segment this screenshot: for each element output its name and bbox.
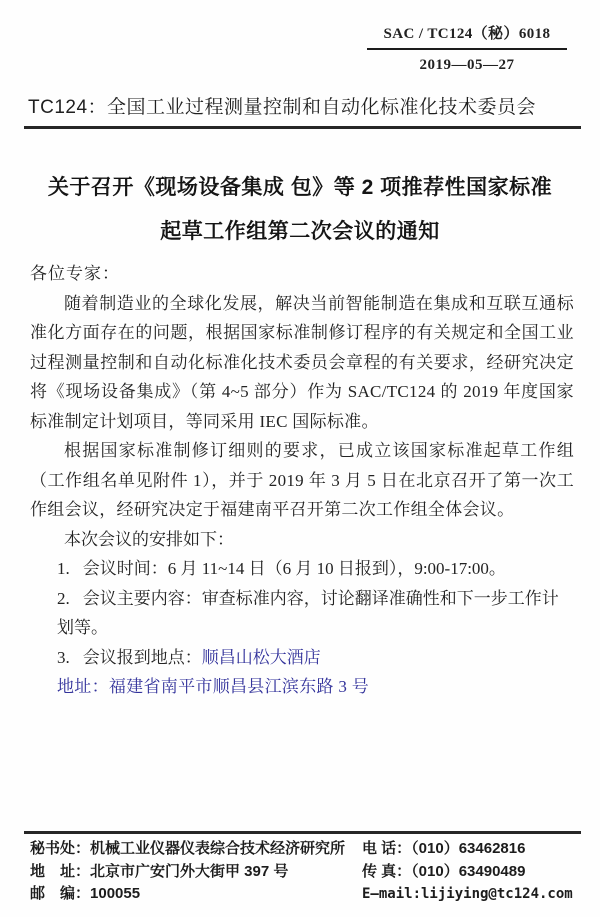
- zip-label: 邮 编：: [30, 885, 91, 902]
- paragraph-background: 随着制造业的全球化发展，解决当前智能制造在集成和互联互通标准化方面存在的问题，根据国家标准制修订程序的有关规定和全国工业过程测量控制和自动化标准化技术委员会章程的有关要求，经研究决定将《现场设备集成》（第 4~5 部分）作为 SAC/TC124 的 2019 年度国家标准制定计划项目，等同采用 IEC 国际标准。: [30, 293, 574, 431]
- address-label: 地 址：: [30, 862, 91, 880]
- meeting-venue-item: [30, 643, 574, 673]
- venue-address: 地址：福建省南平市顺昌县江滨东路 3 号: [57, 677, 369, 696]
- fax-value: （010）63490489: [411, 862, 526, 880]
- item-text: 会议报到地点：: [82, 647, 202, 667]
- footer-right-column: [362, 838, 582, 906]
- notice-body: [30, 259, 574, 702]
- address-row: [30, 861, 362, 884]
- email-row: E—mail:lijiying@tc124.com: [362, 886, 573, 902]
- fax-row: [362, 861, 582, 884]
- hotel-name: 顺昌山松大酒店: [201, 647, 321, 667]
- phone-label: 电 话：: [362, 840, 412, 857]
- fax-label: 传 真：: [362, 862, 412, 880]
- notice-title-line2: 起草工作组第二次会议的通知: [160, 220, 440, 243]
- salutation: 各位专家：: [30, 264, 120, 283]
- zip-row: [30, 883, 362, 906]
- meeting-time-item: [30, 554, 574, 584]
- doc-number: SAC / TC124（秘）6018: [383, 26, 551, 42]
- footer-contact-block: [30, 838, 582, 906]
- address-value: 北京市广安门外大街甲 397 号: [90, 862, 289, 880]
- zip-value: 100055: [90, 885, 141, 902]
- item-number: 2.: [57, 588, 70, 608]
- item-number: 3.: [57, 647, 70, 667]
- arrangement-intro: 本次会议的安排如下：: [64, 529, 234, 549]
- paragraph-working-group: 根据国家标准制修订细则的要求，已成立该国家标准起草工作组（工作组名单见附件 1），并于 2019 年 3 月 5 日在北京召开了第一次工作组会议，经研究决定于福建南平召开第二次工作组全体会议。: [30, 441, 574, 519]
- secretariat-row: [30, 838, 362, 861]
- committee-name: TC124：全国工业过程测量控制和自动化标准化技术委员会: [28, 97, 537, 118]
- footer-left-column: [30, 838, 362, 906]
- phone-row: [362, 838, 582, 861]
- meeting-content-item: [30, 584, 574, 643]
- secretariat-value: 机械工业仪器仪表综合技术经济研究所: [90, 840, 346, 857]
- doc-date: 2019—05—27: [419, 57, 515, 73]
- masthead-rule: [24, 126, 581, 129]
- notice-title: [0, 166, 600, 254]
- item-text: 会议时间：6 月 11~14 日（6 月 10 日报到），9:00-17:00。: [82, 559, 506, 578]
- doc-number-block: [367, 22, 567, 74]
- footer-rule: [24, 831, 581, 834]
- notice-title-line1: 关于召开《现场设备集成 包》等 2 项推荐性国家标准: [47, 176, 553, 199]
- item-text: 会议主要内容：审查标准内容，讨论翻译准确性和下一步工作计划等。: [57, 588, 559, 637]
- secretariat-label: 秘书处：: [30, 840, 91, 857]
- phone-value: （010）63462816: [411, 840, 526, 857]
- item-number: 1.: [57, 559, 70, 578]
